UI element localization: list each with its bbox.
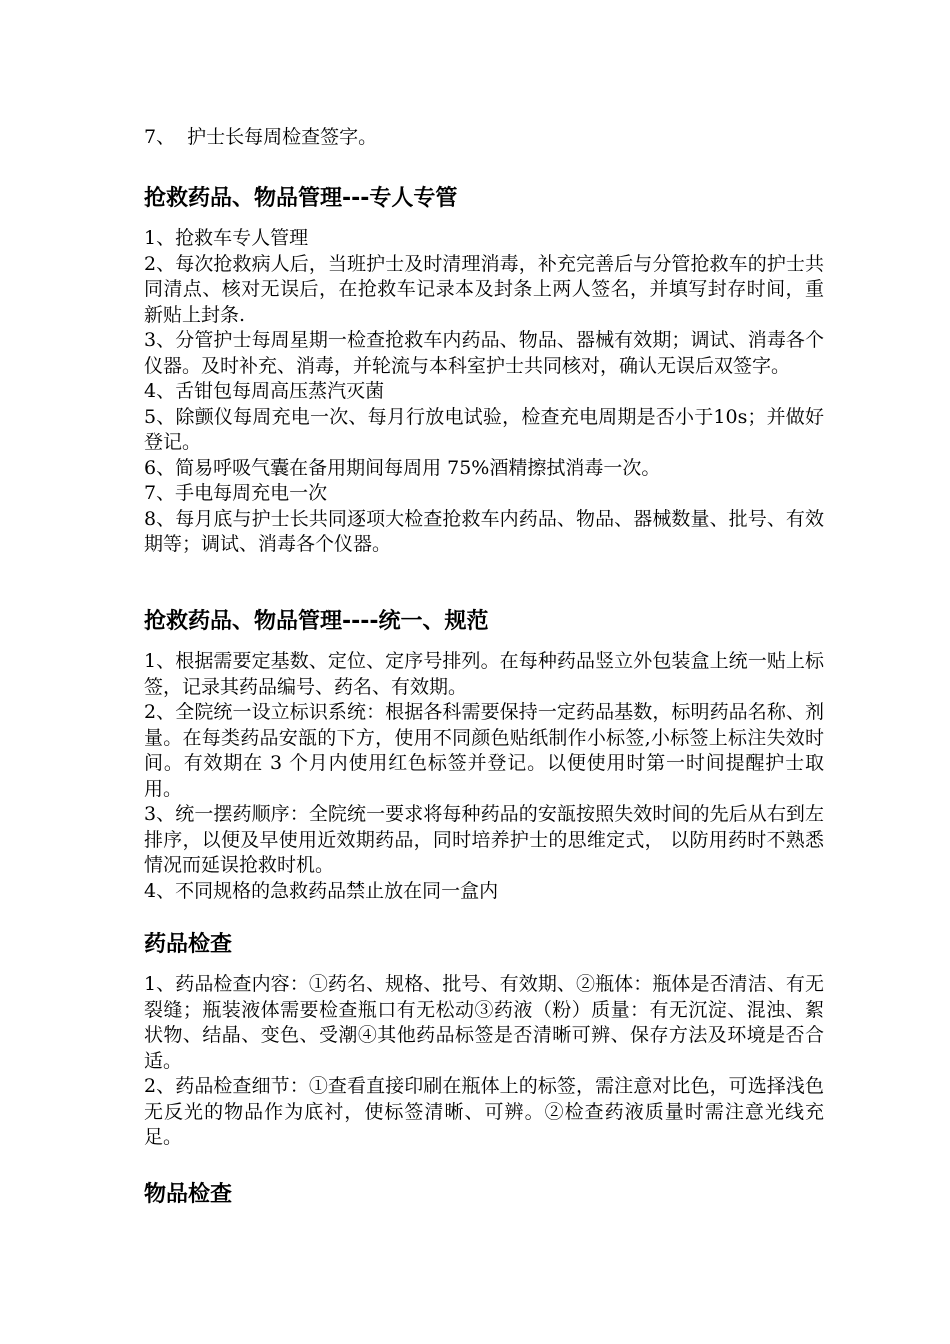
list-item: 2、每次抢救病人后，当班护士及时清理消毒，补充完善后与分管抢救车的护士共同清点、核对无误后，在抢救车记录本及封条上两人签名，并填写封存时间，重新贴上封条. <box>144 252 824 326</box>
list-item: 8、每月底与护士长共同逐项大检查抢救车内药品、物品、器械数量、批号、有效期等；调试、消毒各个仪器。 <box>144 507 824 555</box>
list-item: 2、药品检查细节：①查看直接印刷在瓶体上的标签，需注意对比色，可选择浅色无反光的物品作为底衬，使标签清晰、可辨。②检查药液质量时需注意光线充足。 <box>144 1075 824 1148</box>
section-emergency-unified-standard <box>144 607 824 904</box>
section-heading: 药品检查 <box>144 932 233 957</box>
list-item: 1、药品检查内容：①药名、规格、批号、有效期、②瓶体：瓶体是否清洁、有无裂缝；瓶装液体需要检查瓶口有无松动③药液（粉）质量：有无沉淀、混浊、絮状物、结晶、变色、受潮④其他药品标签是否清晰可辨、保存方法及环境是否合适。 <box>144 973 824 1072</box>
list-item: 1、抢救车专人管理 <box>144 227 309 249</box>
section-drug-inspection <box>144 930 824 1151</box>
list-item: 5、除颤仪每周充电一次、每月行放电试验，检查充电周期是否小于10s；并做好登记。 <box>144 405 824 453</box>
list-item: 4、不同规格的急救药品禁止放在同一盒内 <box>144 879 499 902</box>
list-item: 6、简易呼吸气囊在备用期间每周用 75%酒精擦拭消毒一次。 <box>144 456 661 479</box>
list-item: 1、根据需要定基数、定位、定序号排列。在每种药品竖立外包装盒上统一贴上标签，记录其药品编号、药名、有效期。 <box>144 650 824 698</box>
list-item: 3、统一摆药顺序：全院统一要求将每种药品的安瓿按照失效时间的先后从右到左排序，以便及早使用近效期药品，同时培养护士的思维定式， 以防用药时不熟悉情况而延误抢救时机。 <box>144 803 824 876</box>
section-heading: 抢救药品、物品管理----统一、规范 <box>144 609 489 634</box>
list-item: 4、舌钳包每周高压蒸汽灭菌 <box>144 380 385 402</box>
list-item: 7、手电每周充电一次 <box>144 482 328 504</box>
section-item-inspection <box>144 1180 824 1222</box>
intro-item: 7、 护士长每周检查签字。 <box>144 126 378 148</box>
section-heading: 物品检查 <box>144 1182 233 1207</box>
list-item: 3、分管护士每周星期一检查抢救车内药品、物品、器械有效期；调试、消毒各个仪器。及时补充、消毒，并轮流与本科室护士共同核对，确认无误后双签字。 <box>144 329 824 377</box>
list-item: 2、全院统一设立标识系统：根据各科需要保持一定药品基数，标明药品名称、剂量。在每类药品安瓿的下方，使用不同颜色贴纸制作小标签,小标签上标注失效时间。有效期在 3 个月内使用红色标签并登记。以便使用时第一时间提醒护士取用。 <box>144 701 824 800</box>
section-emergency-special-management <box>144 184 824 558</box>
section-heading: 抢救药品、物品管理---专人专管 <box>144 186 458 211</box>
